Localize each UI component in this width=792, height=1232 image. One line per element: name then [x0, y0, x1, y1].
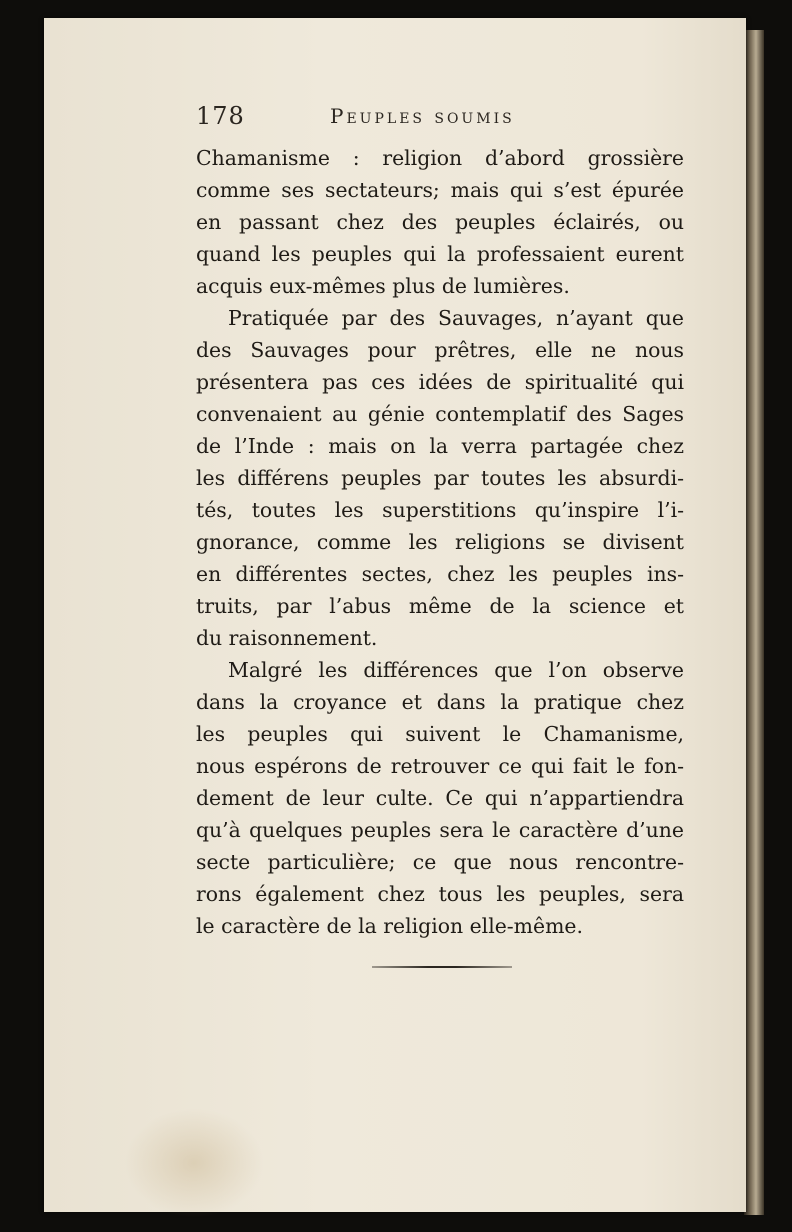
text-line: en différentes sectes, chez les peuples ins- [196, 562, 684, 586]
text-line: secte particulière; ce que nous rencontre- [196, 850, 684, 874]
paper-stain [124, 1108, 264, 1218]
text-line: qu’à quelques peuples sera le caractère d’une [196, 818, 684, 842]
text-line: comme ses sectateurs; mais qui s’est épurée [196, 178, 684, 202]
paragraph-2 [196, 302, 684, 654]
page-number: 178 [196, 102, 245, 130]
text-line: les différens peuples par toutes les absurdi- [196, 466, 684, 490]
text-line: dement de leur culte. Ce qui n’appartiendra [196, 786, 684, 810]
text-line: Pratiquée par des Sauvages, n’ayant que [228, 306, 684, 330]
paragraph-3 [196, 654, 684, 942]
text-line: tés, toutes les superstitions qu’inspire l’i- [196, 498, 684, 522]
text-line: nous espérons de retrouver ce qui fait le fon- [196, 754, 684, 778]
text-line: de l’Inde : mais on la verra partagée chez [196, 434, 684, 458]
text-line: Chamanisme : religion d’abord grossière [196, 146, 684, 170]
text-line: Malgré les différences que l’on observe [228, 658, 684, 682]
text-line: dans la croyance et dans la pratique chez [196, 690, 684, 714]
running-head: Peuples soumis [330, 104, 515, 128]
text-line: rons également chez tous les peuples, sera [196, 882, 684, 906]
paragraph-1 [196, 142, 684, 302]
text-line: du raisonnement. [196, 626, 378, 650]
body-text [196, 142, 684, 942]
page-header [152, 98, 692, 132]
text-line: présentera pas ces idées de spiritualité qui [196, 370, 684, 394]
text-line: gnorance, comme les religions se divisent [196, 530, 684, 554]
text-line: quand les peuples qui la professaient eurent [196, 242, 684, 266]
end-rule [372, 966, 512, 968]
text-line: truits, par l’abus même de la science et [196, 594, 684, 618]
text-line: en passant chez des peuples éclairés, ou [196, 210, 684, 234]
text-line: les peuples qui suivent le Chamanisme, [196, 722, 684, 746]
text-line: acquis eux-mêmes plus de lumières. [196, 274, 570, 298]
text-line: convenaient au génie contemplatif des Sages [196, 402, 684, 426]
text-line: le caractère de la religion elle-même. [196, 914, 583, 938]
facing-page-edge [744, 30, 764, 1215]
text-line: des Sauvages pour prêtres, elle ne nous [196, 338, 684, 362]
